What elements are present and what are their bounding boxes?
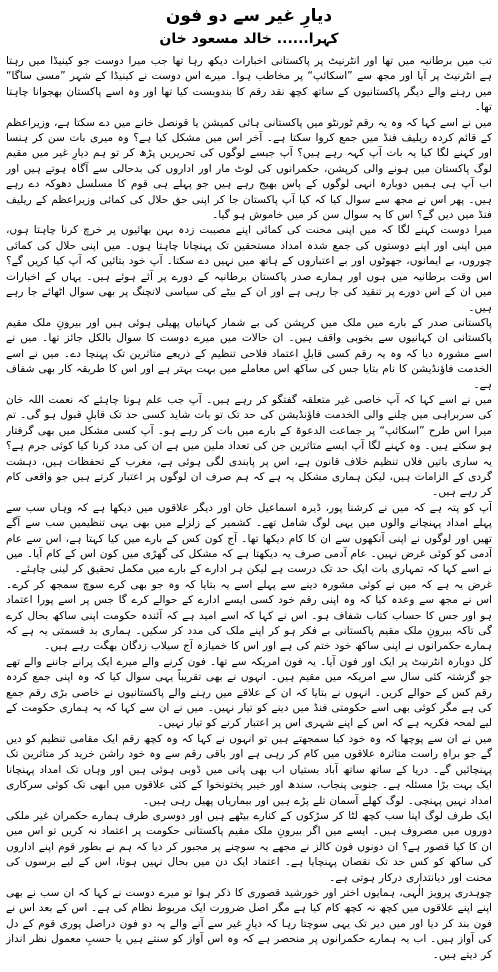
article-body [6, 54, 492, 972]
article-paragraph: ایک طرف لوگ اپنا سب کچھ لٹا کر سڑکوں کے کنارے بیٹھے ہیں اور دوسری طرف ہمارے حکمران غیر ملکی دوروں میں مصروف ہیں۔ ایسے میں اگر بیرونِ ملک مقیم پاکستانی حکومت پر اعتماد نہ کریں تو اس میں ان کا کیا قصور ہے؟ ان دونوں فون کالز نے مجھے یہ سوچنے پر مجبور کر دیا کہ ہم نے بطور قوم اپنے اداروں کی ساکھ کو کس حد تک نقصان پہنچایا ہے۔ اعتماد ایک دن میں بحال نہیں ہوتا، اس کے لیے برسوں کی محنت اور دیانتداری درکار ہوتی ہے۔ [6, 809, 492, 884]
article-byline: کہرا...... خالد مسعود خان [159, 31, 339, 47]
article-paragraph: غرض یہ ہے کہ میں نے کوئی مشورہ دینے سے پہلے اسے یہ بتایا کہ وہ جو بھی کرے سوچ سمجھ کر کرے۔ اس نے مجھ سے وعدہ کیا کہ وہ اپنی رقم خود کسی ایسے ادارے کے حوالے کرے گا جس پر اسے پورا اعتماد ہو اور جس کا حساب کتاب شفاف ہو۔ اس نے کہا کہ اسے امید ہے کہ آئندہ حکومت اپنی ساکھ بحال کرے گی تاکہ بیرونِ ملک مقیم پاکستانی بے فکر ہو کر اپنے ملک کی مدد کر سکیں۔ ہماری بد قسمتی یہ ہے کہ ہمارے حکمرانوں نے اپنی ساکھ خود ختم کی ہے اور اس کا خمیازہ آج سیلاب زدگان بھگت رہے ہیں۔ [6, 578, 492, 653]
article-paragraph: چوہدری پرویز الٰہی، ہمایوں اختر اور خورشید قصوری کا ذکر ہوا تو میرے دوست نے کہا کہ ان سب نے بھی اپنے اپنے علاقوں میں کچھ نہ کچھ کام کیا ہے مگر اصل ضرورت ایک مربوط نظام کی ہے۔ اس کے بعد اس نے فون بند کر دیا اور میں دیر تک یہی سوچتا رہا کہ دیارِ غیر سے آنے والے یہ دو فون دراصل پوری قوم کے دل کی آواز ہیں۔ اب یہ ہمارے حکمرانوں پر منحصر ہے کہ وہ اس آواز کو سنتے ہیں یا حسبِ معمول نظر انداز کر دیتے ہیں۔ [6, 886, 492, 961]
article-paragraph: میں نے اسے کہا کہ آپ خاصی غیر متعلقہ گفتگو کر رہے ہیں۔ آپ جب علم ہونا چاہئے کہ نعمت اللہ خان کی سربراہی میں چلنے والی الخدمت فاؤنڈیشن کی حد تک تو بات شاید کسی حد تک قابلِ قبول ہو گی۔ تم میرا اس طرح ”اسکائپ“ پر جماعت الدعوۃ کے بارے میں بات کر رہے ہو۔ آپ کسی مشکل میں بھی گرفتار ہو سکتے ہیں۔ وہ کہنے لگا آپ ایسے متاثرین جن کی تعداد ملین میں ہے ان کی مدد کرنا کیا کوئی جرم ہے؟ یہ ساری باتیں فلاں تنظیم خلاف قانون ہے، اس پر پابندی لگی ہوئی ہے، مغرب کے تحفظات ہیں، دہشت گردی کے الزامات ہیں، لیکن ہماری مشکل یہ ہے کہ ہم صرف ان لوگوں پر اعتبار کرتے ہیں جو واقعی کام کر رہے ہیں۔ [6, 393, 492, 499]
article-paragraph: پاکستانی صدر کے بارے میں ملک میں کرپشن کی بے شمار کہانیاں پھیلی ہوئی ہیں اور بیرونِ ملک مقیم پاکستانی ان کہانیوں سے بخوبی واقف ہیں۔ ان حالات میں میرے دوست کا سوال بالکل جائز تھا۔ میں نے اسے مشورہ دیا کہ وہ یہ رقم کسی قابلِ اعتماد فلاحی تنظیم کے ذریعے متاثرین تک پہنچا دے۔ میں نے اسے الخدمت فاؤنڈیشن کا نام بتایا جس کی ساکھ اس معاملے میں بہت بہتر ہے اور اس کا طریقہ کار بھی شفاف ہے۔ [6, 316, 492, 391]
article-paragraph: کل دوبارہ انٹرنیٹ پر ایک اور فون آیا۔ یہ فون امریکہ سے تھا۔ فون کرنے والے میرے ایک پرانے جاننے والے تھے جو گزشتہ کئی سال سے امریکہ میں مقیم ہیں۔ انہوں نے بھی تقریباً یہی سوال کیا کہ وہ اپنی جمع کردہ رقم کس کے حوالے کریں۔ انہوں نے بتایا کہ ان کے علاقے میں رہنے والے پاکستانیوں نے خاصی بڑی رقم جمع کی ہے مگر کوئی بھی اسے حکومتی فنڈ میں دینے کو تیار نہیں۔ میں نے ان سے کہا کہ یہ ہماری حکومت کے لیے لمحہ فکریہ ہے کہ اس کے اپنے شہری اس پر اعتبار کرنے کو تیار نہیں۔ [6, 655, 492, 730]
article-headline: دیارِ غیر سے دو فون [165, 6, 333, 26]
article-paragraph: میں نے اسے کہا کہ وہ یہ رقم ٹورنٹو میں پاکستانی ہائی کمیشن یا قونصل خانے میں دے سکتا ہے، وزیراعظم کے قائم کردہ ریلیف فنڈ میں جمع کروا سکتا ہے۔ آخر اس میں مشکل کیا ہے؟ وہ میری بات سن کر ہنسا اور کہنے لگا کیا یہ بات آپ کہہ رہے ہیں؟ آپ جیسے لوگوں کی تحریریں پڑھ کر تو ہم دیارِ غیر میں مقیم لوگ پاکستان میں ہونے والی کرپشن، حکمرانوں کی لوٹ مار اور اداروں کی بدحالی سے آگاہ ہوتے ہیں اور اب آپ ہی ہمیں دوبارہ انہی لوگوں کے پاس بھیج رہے ہیں جو پہلے ہی قوم کا مسلسل دھوکہ دے رہے ہیں۔ پھر اس نے مجھ سے سوال کیا کہ کیا آپ پاکستان جا کر اپنی حق حلال کی کمائی وزیراعظم کے ریلیف فنڈ میں دیں گے؟ اس کا یہ سوال سن کر میں خاموش ہو گیا۔ [6, 116, 492, 222]
article-paragraph: میرا دوست کہنے لگا کہ میں اپنی محنت کی کمائی اپنے مصیبت زدہ بہن بھائیوں پر خرچ کرنا چاہتا ہوں، میں اپنی اور اپنے دوستوں کی جمع شدہ امداد مستحقین تک پہنچانا چاہتا ہوں۔ میں اپنی حلال کی کمائی چوروں، بے ایمانوں، جھوٹوں اور بے اعتباروں کے ہاتھ میں نہیں دے سکتا۔ آپ خود بتائیں کہ آپ کیا کریں گے؟ اس وقت برطانیہ میں ہوں اور ہمارے صدر پاکستان برطانیہ کے دورے پر آئے ہوئے ہیں۔ یہاں کے اخبارات میں ان کے اس دورے پر تنقید کی جا رہی ہے اور ان کے بیٹے کی سیاسی لانچنگ پر بھی سوال اٹھائے جا رہے ہیں۔ [6, 224, 492, 314]
article-paragraph: میں نے ان سے پوچھا کہ وہ خود کیا سمجھتے ہیں تو انہوں نے کہا کہ وہ کچھ رقم ایک مقامی تنظیم کو دیں گے جو براہِ راست متاثرہ علاقوں میں کام کر رہی ہے اور باقی رقم سے وہ خود راشن خرید کر متاثرین تک پہنچائیں گے۔ دریا کے ساتھ ساتھ آباد بستیاں اب بھی پانی میں ڈوبی ہوئی ہیں اور وہاں تک امداد پہنچانا ایک بہت بڑا مسئلہ ہے۔ جنوبی پنجاب، سندھ اور خیبر پختونخوا کے کئی علاقوں میں ابھی تک کوئی سرکاری امداد نہیں پہنچی۔ لوگ کھلے آسمان تلے پڑے ہیں اور بیماریاں پھیل رہی ہیں۔ [6, 732, 492, 807]
article-paragraph: تب میں برطانیہ میں تھا اور انٹرنیٹ پر پاکستانی اخبارات دیکھ رہا تھا جب میرا دوست جو کینیڈا میں رہتا ہے انٹرنیٹ پر آیا اور مجھ سے ”اسکائپ“ پر مخاطب ہوا۔ میرے اس دوست نے کینیڈا کے شہر ”مسی ساگا“ میں رہنے والے دیگر پاکستانیوں کے ساتھ کچھ نقد رقم کا بندوبست کیا تھا اور وہ اسے پاکستان بھجوانا چاہتا تھا۔ [6, 55, 492, 114]
article-paragraph: آپ کو پتہ ہے کہ میں نے کرشنا پور، ڈیرہ اسماعیل خان اور دیگر علاقوں میں دیکھا ہے کہ وہاں سب سے پہلے امداد پہنچانے والوں میں یہی لوگ شامل تھے۔ کشمیر کے زلزلے میں بھی یہی تنظیمیں سب سے آگے تھیں اور لوگوں نے اپنی آنکھوں سے ان کا کام دیکھا تھا۔ آج کون کس کے بارے میں کیا کہتا ہے، اس سے عام آدمی کو کوئی غرض نہیں۔ عام آدمی صرف یہ دیکھتا ہے کہ مشکل کی گھڑی میں کون اس کے کام آیا۔ میں نے اسے کہا کہ تمہاری بات ایک حد تک درست ہے لیکن ہر ادارے کے بارے میں مکمل تحقیق کر لینی چاہئے۔ [6, 501, 492, 576]
